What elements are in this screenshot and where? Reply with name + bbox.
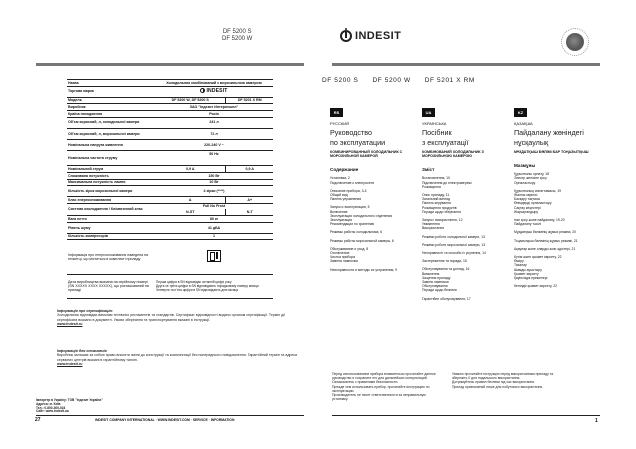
consumer-info-link[interactable]: www.indesit.ru (57, 362, 83, 367)
table-cell: 0,9 A (155, 166, 226, 173)
table-cell: Інформація про енергоспоживання наведена на етикетці, що міститься в комплекті приладу (67, 240, 155, 274)
indesit-logo: INDESIT (200, 88, 227, 93)
header-model-line: DF 5200 W (222, 36, 253, 42)
toc-entry: Өнімдерді орналастыру (514, 201, 552, 206)
toc-entry: Панель управления (330, 197, 362, 202)
toc-entry: Встановлення, 10 (422, 176, 450, 181)
toc-group (330, 176, 416, 184)
table-cell: Об'єм корисний, л, холодильної камери (67, 117, 155, 128)
toc-entry: Вимкнення (422, 271, 440, 276)
header-model-block (222, 29, 252, 43)
importer-block (36, 399, 156, 414)
spec-table (67, 79, 273, 299)
page-number: 1 (595, 418, 598, 424)
toc-group (422, 297, 508, 301)
toc-group (514, 172, 610, 185)
toc-entry: Құрылғының сипаттамасы, 19 (514, 188, 561, 193)
toc-group (422, 267, 508, 292)
toc-entry: Эксплуатация (330, 218, 353, 223)
indesit-logo-icon (200, 88, 205, 93)
note: Прилад призначений лише для побутового використання. (452, 384, 544, 389)
language-badge: UA (422, 108, 435, 117)
toc-group (514, 247, 610, 251)
table-cell: Кількість компресорів (67, 233, 155, 240)
toc-entry: Замена лампочки (330, 259, 358, 264)
toc-group (330, 205, 416, 226)
language-column-ru (330, 101, 416, 276)
table-cell: Назва (67, 80, 155, 87)
toc-entry: Общий вид (330, 193, 348, 198)
toc-group (330, 239, 416, 243)
table-cell: Споживана потужність (67, 172, 155, 179)
table-cell: Холодильник комбінований з морозильною камерою (155, 80, 273, 87)
toc-entry: Розміщення (422, 184, 441, 189)
toc-entry: Запуск і використання, 12 (422, 218, 463, 223)
table-cell: 80 кг (155, 216, 273, 223)
table-row (67, 240, 273, 274)
toc-entry: Застереження та поради, 15 (422, 259, 467, 264)
note: Производитель не несет ответственности за неправильную установку. (332, 393, 426, 402)
table-cell: 241 л (155, 117, 273, 128)
table-row (67, 97, 273, 104)
table-cell (155, 274, 273, 298)
language-name: ҚАЗАҚША (514, 121, 533, 126)
header-rule (36, 63, 304, 66)
toc-group (330, 247, 416, 264)
table-cell: 150 Вт (155, 172, 273, 179)
toc-entry: Поради щодо зберігання (422, 209, 461, 214)
table-cell: ЗАО "Індезит Интернешнл" (155, 104, 273, 111)
toc-group (330, 268, 416, 272)
table-cell: Система охолодження / Кліматичний клас (67, 203, 155, 215)
bottom-notes-ru (332, 372, 442, 401)
table-cell: Об'єм корисний, л, морозильної камери (67, 128, 155, 139)
toc-entry: Отключение (330, 251, 350, 256)
toc-entry: Тоңазытқыш бөлімінің жұмыс режимі, 21 (514, 238, 578, 243)
language-column-ua (422, 101, 508, 305)
table-cell: 50 Hz (155, 151, 273, 166)
table-row (67, 179, 273, 186)
toc-entry: Режими роботи морозильної камери, 13 (422, 242, 486, 247)
table-row (67, 274, 273, 298)
model-list (322, 77, 475, 84)
table-cell: Full No Frost (155, 203, 273, 209)
certification-link[interactable]: www.indesit.ru (57, 322, 83, 327)
footnote-point: Четверта та п'ята цифри в SN відповідають дню місяця (156, 288, 239, 293)
toc-group (422, 193, 508, 214)
table-row (67, 186, 273, 197)
toc-entry: Описание прибора, 3-4 (330, 188, 367, 193)
table-cell: Кількість зірок морозильної камери (67, 186, 155, 197)
toc-group (330, 189, 416, 202)
table-of-contents (514, 172, 610, 288)
toc-entry: Басқару тақтасы (514, 197, 541, 202)
toc-entry: Жалпы көрінісі (514, 193, 538, 198)
table-cell: 41 дБА (155, 222, 273, 233)
toc-entry: Подключение к электросети (330, 180, 375, 185)
toc-entry: Сақтау кеңестері (514, 205, 541, 210)
table-row (67, 151, 273, 166)
table-row (67, 172, 273, 179)
table-row (67, 128, 273, 139)
footnote-point: Друга та третя цифри в SN відповідають порядковому номеру місяця (156, 284, 259, 289)
bottom-notes-ua (452, 372, 562, 389)
table-row (67, 216, 273, 223)
toc-group (422, 243, 508, 247)
table-cell: Торгова марка (67, 86, 155, 97)
table-cell: N-ST (186, 210, 195, 215)
toc-heading: Содержание (330, 167, 359, 173)
table-cell: Рівень шуму (67, 222, 155, 233)
language-name: РУССКИЙ (330, 121, 349, 126)
toc-entry: Гарантійне обслуговування, 17 (422, 296, 471, 301)
toc-entry: Шамды ауыстыру (514, 267, 542, 272)
table-cell: Модель (67, 97, 155, 104)
table-cell: Номінальна частота струму (67, 151, 155, 166)
toc-group (514, 218, 610, 226)
toc-entry: Режимы работы холодильника, 6 (330, 230, 383, 235)
toc-heading: Мазмұны (514, 163, 536, 169)
toc-entry: Чистка прибора (330, 255, 356, 260)
brand-name: INDESIT (355, 30, 402, 42)
toc-entry: Өшіру (514, 259, 524, 264)
table-row (67, 197, 273, 204)
toc-entry: Панель керування (422, 201, 451, 206)
table-row (67, 117, 273, 128)
language-badge: RS (330, 108, 343, 117)
toc-entry: Заміна лампочки (422, 280, 449, 285)
toc-group (514, 230, 610, 234)
language-column-kz (514, 101, 610, 292)
toc-entry: Орналастыру (514, 180, 536, 185)
table-cell: Клас енергоспоживання (67, 197, 155, 204)
table-row (67, 222, 273, 233)
guide-subtitle: МҰЗДАТҚЫШ БӨЛІМІ БАР ТОҢАЗЫТҚЫШ (514, 150, 589, 154)
table-cell: A (155, 197, 226, 204)
toc-entry: Чищення приладу (422, 275, 451, 280)
toc-entry: Підключення до електромережі (422, 180, 472, 185)
toc-entry: Іске қосу және пайдалану, 19-20 (514, 218, 565, 223)
toc-entry: Включение (330, 209, 348, 214)
page-number: 27 (35, 417, 41, 423)
toc-entry: Увімкнення (422, 222, 440, 227)
table-row (67, 139, 273, 150)
table-cell: Виробник (67, 104, 155, 111)
toc-entry: Поради щодо безпеки (422, 288, 457, 293)
toc-entry: Обслуговування та догляд, 16 (422, 267, 470, 272)
toc-entry: Рекомендации по хранению (330, 222, 375, 227)
footer-rule (36, 415, 304, 416)
table-cell: Номінальна напруга живлення (67, 139, 155, 150)
table-cell: 1 (155, 233, 273, 240)
table-cell: Максимальна потужність лампи (67, 179, 155, 186)
toc-entry: Кепілдік қызмет көрсету, 22 (514, 284, 557, 289)
table-cell: Номінальний струм (67, 166, 155, 173)
right-page (318, 0, 636, 449)
toc-group (514, 189, 610, 214)
table-row (67, 110, 273, 117)
table-cell (155, 240, 273, 274)
table-cell: Вага нетто (67, 216, 155, 223)
language-name: УКРАЇНСЬКА (422, 121, 447, 126)
toc-group (330, 230, 416, 234)
toc-entry: Запуск и эксплуатация, 5 (330, 205, 370, 210)
toc-entry: Пайдалану тәсілі (514, 222, 542, 227)
toc-entry: Жарықтандыру (514, 209, 539, 214)
table-cell: Країна походження (67, 110, 155, 117)
toc-entry: Қызмет көрсету (514, 271, 539, 276)
consumer-info-heading: Інформація для споживачів (57, 349, 107, 353)
toc-group (514, 239, 610, 243)
guide-subtitle: КОМБИНИРОВАННЫЙ ХОЛОДИЛЬНИК С МОРОЗИЛЬНОЙ КАМЕРОЙ (330, 150, 403, 159)
table-cell: DF 5201 X RM (226, 97, 273, 104)
model-name: DF 5200 S (322, 77, 359, 84)
table-cell: 0,9 A (226, 166, 273, 173)
guide-subtitle: КОМБІНОВАНИЙ ХОЛОДИЛЬНИК З МОРОЗИЛЬНОЮ КАМЕРОЮ (422, 150, 484, 159)
toc-entry: Ақаулар және оларды жою әдістері, 21 (514, 246, 576, 251)
certification-paragraph (57, 309, 305, 327)
toc-entry: Неисправности и методы их устранения, 9 (330, 267, 398, 272)
toc-group (514, 255, 610, 280)
guide-title: Посібник з експлуатації (422, 128, 469, 147)
table-header-row (67, 80, 273, 87)
consumer-info-text: Виробник залишає за собою право вносити зміни до конструкції та комплектації без попереднього повідомлення. Гарантійний термін та адреси сервісних центрів вказані в гарантійному талоні. (57, 353, 298, 362)
toc-entry: Эксплуатация холодильного отделения (330, 213, 393, 218)
toc-entry: Режимы работы морозильной камеры, 6 (330, 238, 394, 243)
table-row (67, 104, 273, 111)
language-badge: KZ (514, 108, 527, 117)
header-rule (332, 63, 600, 66)
importer-line: Сайт: www.indesit.ua (36, 409, 69, 414)
toc-entry: Опис приладу, 11 (422, 193, 450, 198)
toc-entry: Загальний вигляд (422, 197, 450, 202)
toc-group (422, 218, 508, 231)
guide-title: Пайдалану жөніндегі нұсқаулық (514, 128, 584, 147)
toc-entry: Күтім және қызмет көрсету, 22 (514, 255, 562, 260)
footer-rule (332, 415, 600, 416)
toc-entry: Несправності та способи їх усунення, 14 (422, 251, 486, 256)
certification-text: Холодильник відповідає вимогам технічних регламентів та стандартів. Сертифікат відповідності видано органом сертифікації. Термін дії сертифіката вказано в документі. Умови зберігання та транспортування вказані в інструкції. (57, 313, 286, 322)
table-row (67, 166, 273, 173)
table-cell: Росія (155, 110, 273, 117)
table-cell (155, 86, 273, 97)
table-cell: 220-240 V ~ (155, 139, 273, 150)
toc-group (422, 176, 508, 189)
table-cell: N-T (226, 209, 273, 215)
toc-group (422, 251, 508, 255)
importer-line: Тел.: 0-800-300-024 (36, 405, 66, 410)
indesit-logo-icon (340, 30, 352, 42)
table-cell: A+ (226, 197, 273, 204)
table-cell: Дата виробництва вказана на серійному номері (SN XXXXX XXXX XXXXX), що розташований на приладі (67, 274, 155, 298)
certification-heading: Інформація про сертифікацію (57, 309, 113, 313)
footnote-point: Перша цифра в SN відповідає останній цифрі року (156, 280, 232, 285)
table-row (67, 86, 273, 97)
toc-entry: Тазалау (514, 263, 527, 268)
importer-line: Імпортер в Україну: ТОВ "Індезит Україна" (36, 398, 103, 402)
table-cell: DF 5200 W, DF 5200 S (155, 97, 226, 104)
toc-entry: Құрылғыны орнату, 18 (514, 172, 549, 177)
toc-group (422, 235, 508, 239)
table-cell: 10 Вт (155, 179, 273, 186)
toc-entry: Электр желісіне қосу (514, 176, 547, 181)
footer-text: INDESIT COMPANY INTERNATIONAL · WWW.INDESIT.COM · SERVICE · INFORMATION (95, 418, 235, 422)
toc-entry: Режими роботи холодильної камери, 13 (422, 234, 485, 239)
table-cell: 4 зірки (****) (155, 186, 273, 197)
table-row (67, 233, 273, 240)
consumer-info-paragraph (57, 349, 305, 367)
certification-seal-icon (561, 28, 589, 56)
toc-group (422, 259, 508, 263)
guide-title: Руководство по эксплуатации (330, 128, 386, 147)
toc-entry: Установка, 2 (330, 176, 350, 181)
note: Дотримуйтесь правил безпеки під час використання. (452, 380, 536, 385)
table-of-contents (330, 176, 416, 271)
toc-entry: Розміщення продуктів (422, 205, 457, 210)
note: Уважно прочитайте інструкцію перед використанням приладу та збережіть її для подальшого використання. (452, 372, 554, 381)
toc-entry: Мұздатқыш бөлімінің жұмыс режимі, 20 (514, 230, 577, 235)
toc-entry: Обслуговування (422, 284, 448, 289)
toc-heading: Зміст (422, 167, 435, 173)
toc-entry: Обслуживание и уход, 8 (330, 246, 369, 251)
indesit-brand-logo (340, 30, 401, 42)
importer-line: Адреса: м. Київ (36, 401, 61, 406)
table-of-contents (422, 176, 508, 300)
model-name: DF 5201 X RM (424, 77, 475, 84)
toc-entry: Қауіпсіздік ережелері (514, 276, 548, 281)
energy-label-icon (207, 250, 221, 262)
table-cell: 72 л (155, 128, 273, 139)
note: Перед использованием прибора внимательно прочитайте данное руководство и сохраните его для дальнейших консультаций. Ознакомьтесь с правилами безопасности. (332, 372, 436, 385)
note: Прежде чем использовать прибор, прочитайте инструкцию по эксплуатации. (332, 384, 430, 393)
model-name: DF 5200 W (372, 77, 411, 84)
header-model-line: DF 5200 S (222, 29, 252, 35)
toc-entry: Використання (422, 226, 445, 231)
toc-group (514, 284, 610, 288)
